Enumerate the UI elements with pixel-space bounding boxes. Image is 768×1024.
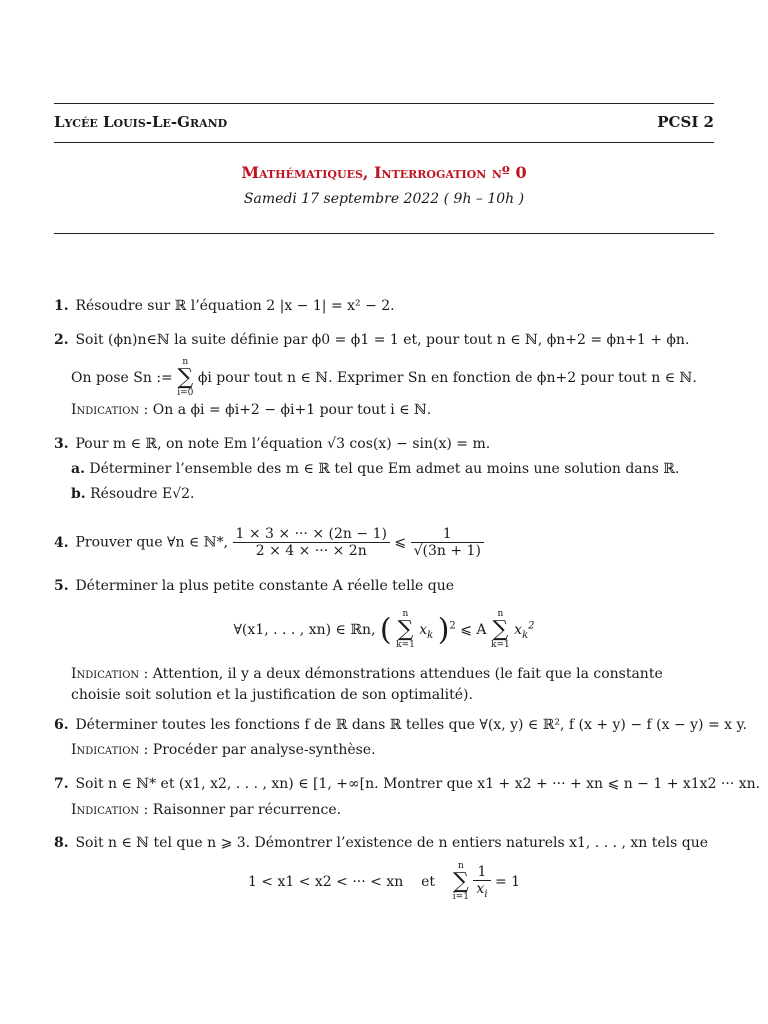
question-6: 6. Déterminer toutes les fonctions f de ℝ dans ℝ telles que ∀(x, y) ∈ ℝ², f (x + y) − f (x − y) = x y. [54,717,747,733]
question-2: 2. Soit (ϕn)n∈ℕ la suite définie par ϕ0 = ϕ1 = 1 et, pour tout n ∈ ℕ, ϕn+2 = ϕn+1 + ϕn. [54,332,690,348]
question-5-indication: Indication : Attention, il y a deux démonstrations attendues (le fait que la constante choisie soit solution et la justification de son optimalité). [71,666,663,703]
exam-title: Mathématiques, Interrogation nº 0 [241,163,527,182]
question-3-text: Pour m ∈ ℝ, on note Em l’équation √3 cos(x) − sin(x) = m. [75,436,491,452]
question-6-indication: Indication : Procéder par analyse-synthèse. [71,742,376,758]
sum-symbol: n ∑ i=0 [177,357,194,398]
question-3b: b. Résoudre E√2. [71,486,195,502]
question-8: 8. Soit n ∈ ℕ tel que n ⩾ 3. Démontrer l’existence de n entiers naturels x1, . . . , xn tels que [54,835,709,851]
question-1-text: Résoudre sur ℝ l’équation 2 |x − 1| = x² − 2. [75,298,395,314]
top-rule [54,103,714,104]
question-4: 4. Prouver que ∀n ∈ ℕ*, $\frac{1 \times 3 \times \cdot\cdot\cdot \times (2n - 1)}{2 \times 4 \times \cdot\cdot\cdot \times 2n}$ ⩽ $\frac{1}{√(3n + 1)}$ [54,526,484,559]
question-7-indication: Indication : Raisonner par récurrence. [71,802,342,818]
question-2-indication: Indication : On a ϕi = ϕi+2 − ϕi+1 pour tout i ∈ ℕ. [71,402,432,418]
exam-date: Samedi 17 septembre 2022 ( 9h – 10h ) [243,191,525,207]
fraction-left: $\frac{1 \times 3 \times \cdot\cdot\cdot \times (2n - 1)}{2 \times 4 \times \cdot\cdot\cdot \times 2n}$ [233,526,390,559]
class-name: PCSI 2 [657,113,714,131]
fraction-right: $\frac{1}{√(3n + 1)}$ [411,526,484,559]
question-7: 7. Soit n ∈ ℕ* et (x1, x2, . . . , xn) ∈ [1, +∞[n. Montrer que x1 + x2 + ··· + xn ⩽ n − 1 + x1x2 ··· xn. [54,776,761,792]
title-rule [54,233,714,234]
question-3: 3. Pour m ∈ ℝ, on note Em l’équation √3 cos(x) − sin(x) = m. [54,436,491,452]
question-3a: a. Déterminer l’ensemble des m ∈ ℝ tel que Em admet au moins une solution dans ℝ. [71,461,680,477]
question-8-formula: 1 < x1 < x2 < ··· < xn et n ∑ i=1 $\frac{1}{x_i}$ = 1 [247,861,521,902]
school-name: Lycée Louis-Le-Grand [54,113,228,131]
question-2-text: Soit (ϕn)n∈ℕ la suite définie par ϕ0 = ϕ1 = 1 et, pour tout n ∈ ℕ, ϕn+2 = ϕn+1 + ϕn. [75,332,690,348]
header-rule [54,142,714,143]
question-5: 5. Déterminer la plus petite constante A réelle telle que [54,578,455,594]
question-5-formula: ∀(x1, . . . , xn) ∈ ℝn, ( n ∑ k=1 $x_k$ )$^2$ ⩽ A n ∑ k=1 $x_k^2$ [233,609,535,650]
question-1: 1. Résoudre sur ℝ l’équation 2 |x − 1| = x² − 2. [54,298,395,314]
question-2-line-2: On pose Sn := n ∑ i=0 ϕi pour tout n ∈ ℕ. Exprimer Sn en fonction de ϕn+2 pour tout n ∈ ℕ. [71,357,697,398]
